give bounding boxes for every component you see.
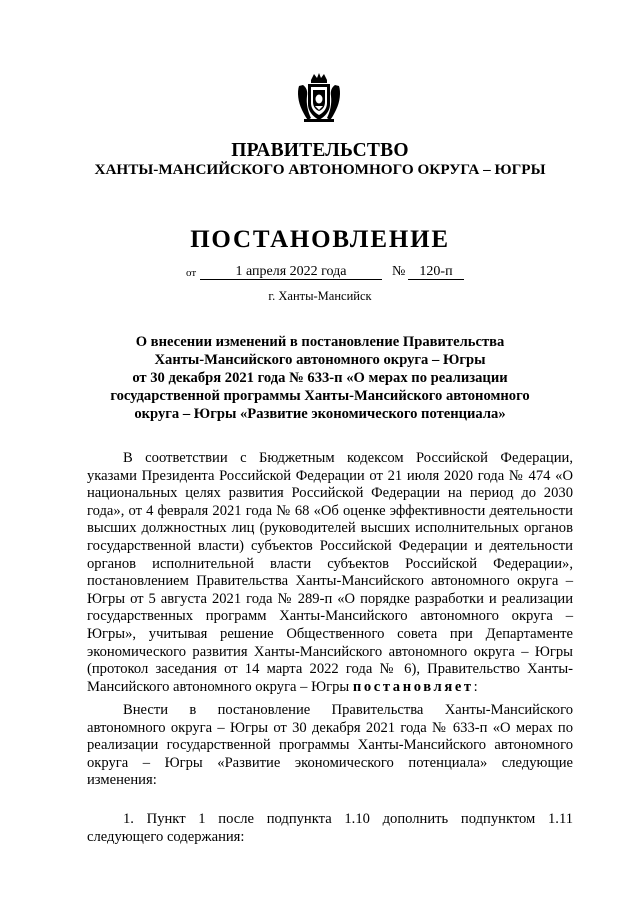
subject-line: государственной программы Ханты-Мансийского автономного — [110, 388, 530, 404]
amendment-text: Внести в постановление Правительства Ханты-Мансийского автономного округа – Югры от 30 декабря 2021 года № 633-п «О мерах по реализации государственной программы Ханты-Мансийского автономного округа – Югры «Развитие экономического потенциала» следующие изменения: — [87, 702, 573, 789]
preamble-paragraph — [87, 450, 573, 696]
document-date: 1 апреля 2022 года — [200, 264, 382, 280]
amendment-paragraph — [87, 702, 573, 790]
coat-of-arms-icon — [296, 72, 342, 124]
document-number: 120-п — [408, 264, 464, 280]
subject-line: Ханты-Мансийского автономного округа – Югры — [154, 352, 486, 368]
decree-word: постановляет — [352, 678, 474, 695]
document-type: ПОСТАНОВЛЕНИЕ — [190, 226, 450, 253]
item-text: 1. Пункт 1 после подпункта 1.10 дополнить подпунктом 1.11 следующего содержания: — [87, 811, 573, 845]
org-subtitle: ХАНТЫ-МАНСИЙСКОГО АВТОНОМНОГО ОКРУГА – ЮГРЫ — [94, 161, 546, 178]
decree-colon: : — [473, 678, 478, 695]
preamble-text: В соответствии с Бюджетным кодексом Российской Федерации, указами Президента Российской Федерации от 21 июля 2020 года № 474 «О национальных целях развития Российской Федерации на период до 2030 года», от 4 февраля 2021 года № 68 «Об оценке эффективности деятельности высших должностных лиц (руководителей высших исполнительных органов государственной власти) субъектов Российской Федерации и деятельности органов исполнительной власти субъектов Российской Федерации», постановлением Правительства Ханты-Мансийского автономного округа – Югры от 5 августа 2021 года № 289-п «О порядке разработки и реализации государственных программ Ханты-Мансийского автономного округа – Югры», учитывая решение Общественного совета при Департаменте экономического развития Ханты-Мансийского автономного округа – Югры (протокол заседания от 14 марта 2022 года № 6), Правительство Ханты-Мансийского автономного округа – Югры — [87, 450, 573, 695]
subject-line: от 30 декабря 2021 года № 633-п «О мерах по реализации — [132, 370, 508, 386]
document-subject — [0, 333, 640, 423]
subject-line: О внесении изменений в постановление Правительства — [135, 334, 505, 350]
item-paragraph — [87, 811, 573, 846]
subject-line: округа – Югры «Развитие экономического потенциала» — [134, 406, 506, 422]
org-title: ПРАВИТЕЛЬСТВО — [231, 140, 409, 161]
number-sign: № — [392, 264, 406, 279]
document-city: г. Ханты-Мансийск — [268, 289, 372, 303]
date-prefix: от — [186, 267, 197, 279]
